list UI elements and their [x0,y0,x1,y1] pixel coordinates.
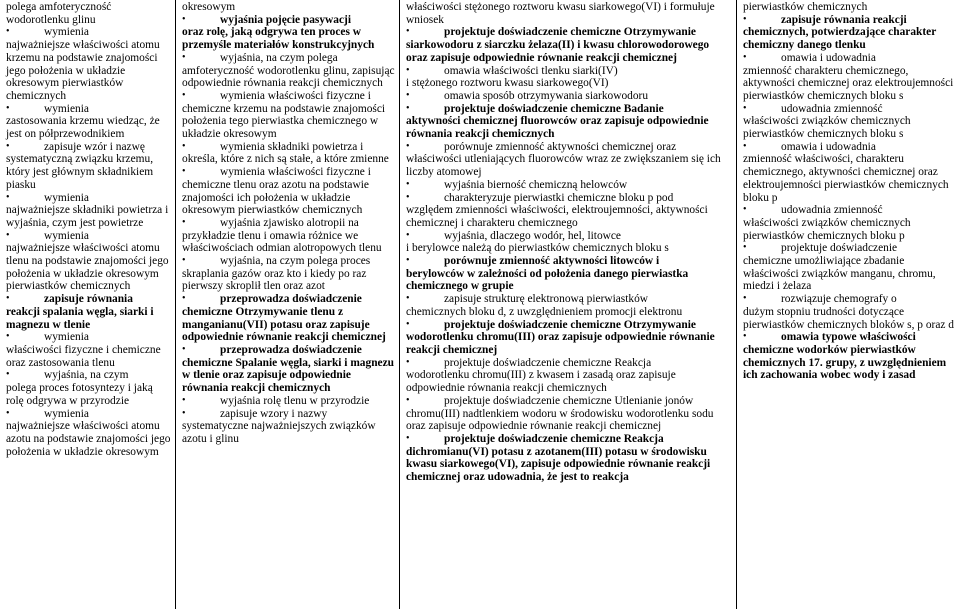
requirement-text-start: zapisuje strukturę elektronową pierwiastków [444,293,649,306]
bullet-icon: • [406,356,410,368]
column-4 [737,0,960,609]
requirement-item [182,408,396,446]
bullet-icon: • [182,293,186,305]
requirement-text-start: wymienia właściwości fizyczne i [220,89,371,102]
requirement-text-start: wyjaśnia rolę tlenu w przyrodzie [220,394,370,407]
requirement-text-start: projektuje doświadczenie chemiczne Otrzymywanie [444,318,696,331]
requirement-text-start: rozwiązuje chemografy o [781,293,897,306]
requirement-text-continued: chemiczne krzemu na podstawie znajomości położenia tego pierwiastka chemicznego w układzie okresowym [182,102,386,141]
requirement-text-start: wymienia [44,191,89,204]
requirement-text-start: wymienia [44,26,89,39]
requirement-item [182,14,396,52]
requirement-text-continued: aktywności chemicznej fluorowców oraz zapisuje odpowiednie równania reakcji chemicznych [406,115,709,141]
requirement-text-continued: systematyczną związku krzemu, który jest głównym składnikiem piasku [6,153,154,191]
requirement-item [6,192,172,230]
requirement-item [406,65,733,90]
requirement-item [6,230,172,294]
bullet-icon: • [406,229,410,241]
requirement-text-start: przeprowadza doświadczenie [220,343,362,356]
requirement-text-continued: chemiczne Otrzymywanie tlenu z manganianu(VII) potasu oraz zapisuje odpowiednie równanie reakcji chemicznej [182,305,386,344]
requirement-text-continued: dużym stopniu trudności dotyczące pierwiastków chemicznych bloków s, p oraz d [743,305,954,331]
bullet-icon: • [743,242,747,254]
requirement-text-continued: zastosowania krzemu wiedząc, że jest on półprzewodnikiem [6,115,160,141]
bullet-icon: • [182,255,186,267]
requirement-item [182,293,396,344]
requirement-text-start: wyjaśnia, na czym polega proces [220,255,371,268]
requirement-text-start: wymienia [44,407,89,420]
requirement-item [406,255,733,293]
requirement-text-continued: polega proces fotosyntezy i jaką rolę odgrywa w przyrodzie [6,382,153,407]
continuation-text: pierwiastków chemicznych [743,1,868,13]
requirement-text-continued: chromu(III) nadtlenkiem wodoru w środowisku wodorotlenku sodu oraz zapisuje odpowiednie równanie reakcji chemicznej [406,407,714,433]
requirement-item [743,293,957,331]
requirement-text-continued: zmienność charakteru chemicznego, aktywności chemicznej oraz elektroujemności pierwiastków chemicznych bloku s [743,64,954,102]
requirement-item [406,90,733,103]
requirement-text-continued: siarkowodoru z siarczku żelaza(II) i kwasu chlorowodorowego oraz zapisuje odpowiednie równanie reakcji chemicznej [406,39,710,64]
requirement-item [406,26,733,64]
bullet-icon: • [406,293,410,305]
requirement-text-start: charakteryzuje pierwiastki chemiczne bloku p pod [444,191,674,204]
bullet-icon: • [6,407,10,419]
requirement-item [6,103,172,141]
requirement-text-start: projektuje doświadczenie [781,242,898,255]
requirement-text-continued: reakcji spalania węgla, siarki i magnezu w tlenie [6,305,154,331]
requirement-item [6,26,172,102]
column-3 [400,0,737,609]
requirement-item [182,217,396,255]
requirement-text-continued: chemiczne Spalanie węgla, siarki i magnezu w tlenie oraz zapisuje odpowiednie równania reakcji chemicznych [182,356,394,395]
bullet-icon: • [182,13,186,25]
requirement-item [182,344,396,395]
requirement-text-continued: przykładzie tlenu i omawia różnice we właściwościach odmian alotropowych tlenu [182,229,382,255]
requirement-item [182,255,396,293]
requirement-item [406,357,733,395]
requirement-text-continued: chemiczne tlenu oraz azotu na podstawie znajomości ich położenia w układzie okresowym pierwiastków chemicznych [182,178,369,217]
requirement-text-start: zapisuje równania [44,293,133,306]
bullet-icon: • [6,102,10,114]
bullet-icon: • [6,140,10,152]
bullet-icon: • [182,394,186,406]
bullet-icon: • [743,293,747,305]
bullet-icon: • [406,191,410,203]
requirement-text-start: udowadnia zmienność [781,102,883,115]
requirement-text-continued: najważniejsze właściwości atomu tlenu na podstawie znajomości jego położenia w układzie okresowym pierwiastków chemicznych [6,242,169,293]
requirement-text-start: wyjaśnia pojęcie pasywacji [220,13,351,26]
requirement-text-start: omawia i udowadnia [781,51,876,64]
bullet-icon: • [6,26,10,38]
requirement-item [406,433,733,484]
requirement-item [182,395,396,408]
requirement-text-start: zapisuje równania reakcji [781,13,907,26]
requirement-text-start: projektuje doświadczenie chemiczne Reakcja [444,356,652,369]
requirement-item [182,90,396,141]
bullet-icon: • [743,331,747,343]
requirement-text-continued: amfoteryczność wodorotlenku glinu, zapisując odpowiednie równania reakcji chemicznych [182,64,395,90]
requirement-text-continued: określa, które z nich są stałe, a które zmienne [182,153,389,166]
requirement-text-start: udowadnia zmienność [781,204,883,217]
requirement-text-start: wyjaśnia, na czym [44,369,129,382]
requirement-text-continued: i stężonego roztworu kwasu siarkowego(VI) [406,77,609,90]
bullet-icon: • [182,51,186,63]
requirement-text-continued: berylowców w zależności od położenia danego pierwiastka chemicznego w grupie [406,267,689,293]
requirement-text-continued: dichromianu(VI) potasu z azotanem(III) potasu w środowisku kwasu siarkowego(VI), zapisuje odpowiednie równanie reakcji chemicznej oraz udowadnia, że jest to reakcja [406,445,711,484]
bullet-icon: • [6,331,10,343]
bullet-icon: • [182,140,186,152]
requirement-text-start: omawia sposób otrzymywania siarkowodoru [444,89,649,102]
bullet-icon: • [743,140,747,152]
bullet-icon: • [406,89,410,101]
requirement-item [406,103,733,141]
bullet-icon: • [743,204,747,216]
requirement-text-start: porównuje zmienność aktywności chemicznej oraz [444,140,677,153]
bullet-icon: • [182,89,186,101]
bullet-icon: • [743,102,747,114]
column-2 [176,0,400,609]
continuation-text: właściwości stężonego roztworu kwasu siarkowego(VI) i formułuje wniosek [406,1,715,26]
requirement-item [743,103,957,141]
requirement-text-start: omawia właściwości tlenku siarki(IV) [444,64,618,77]
requirement-text-start: porównuje zmienność aktywności litowców i [444,255,660,268]
requirement-item [6,369,172,407]
bullet-icon: • [6,293,10,305]
requirement-item [406,319,733,357]
requirement-item [182,166,396,217]
bullet-icon: • [6,369,10,381]
requirement-text-continued: wodorotlenku chromu(III) z kwasem i zasadą oraz zapisuje odpowiednie równania reakcji chemicznych [406,369,676,395]
requirement-item [743,14,957,52]
requirement-text-start: wyjaśnia bierność chemiczną helowców [444,178,628,191]
bullet-icon: • [6,229,10,241]
requirement-item [743,204,957,242]
bullet-icon: • [406,140,410,152]
bullet-icon: • [406,26,410,38]
bullet-icon: • [406,394,410,406]
requirement-item [743,242,957,293]
requirement-text-start: omawia i udowadnia [781,140,876,153]
requirement-text-continued: właściwości utleniających fluorowców wraz ze zwiększaniem się ich liczby atomowej [406,153,721,179]
requirement-text-start: wyjaśnia, dlaczego wodór, hel, litowce [444,229,621,242]
continuation-text: okresowym [182,1,236,13]
requirement-text-start: wymienia składniki powietrza i [220,140,364,153]
requirement-text-continued: właściwości fizyczne i chemiczne oraz zastosowania tlenu [6,343,161,369]
bullet-icon: • [406,255,410,267]
requirement-item [406,395,733,433]
requirement-item [6,293,172,331]
bullet-icon: • [743,13,747,25]
requirement-text-continued: skraplania gazów oraz kto i kiedy po raz pierwszy skroplił tlen oraz azot [182,267,367,293]
requirement-text-continued: najważniejsze właściwości atomu krzemu na podstawie znajomości jego położenia w układzie okresowym pierwiastków chemicznych [6,39,160,102]
bullet-icon: • [406,318,410,330]
requirement-text-continued: chemicznych, potwierdzające charakter chemiczny danego tlenku [743,26,937,52]
bullet-icon: • [182,407,186,419]
requirement-item [182,141,396,166]
column-1 [0,0,176,609]
requirement-item [743,331,957,382]
requirement-item [406,293,733,318]
requirement-text-start: projektuje doświadczenie chemiczne Badanie [444,102,664,115]
requirement-text-start: wyjaśnia, na czym polega [220,51,338,64]
requirement-item [743,52,957,103]
requirement-text-continued: wodorotlenku chromu(III) oraz zapisuje odpowiednie równanie reakcji chemicznej [406,331,715,356]
requirement-text-continued: względem zmienności właściwości, elektroujemności, aktywności chemicznej i charakteru chemicznego [406,204,708,229]
requirement-text-start: projektuje doświadczenie chemiczne Reakcja [444,432,664,445]
requirement-item [6,408,172,459]
requirement-text-continued: i berylowce należą do pierwiastków chemicznych bloku s [406,242,669,255]
requirement-item [406,192,733,230]
requirement-text-continued: najważniejsze właściwości atomu azotu na podstawie znajomości jego położenia w układzie okresowym [6,420,171,458]
requirement-item [6,141,172,192]
requirement-text-start: wymienia [44,102,89,115]
requirement-text-start: projektuje doświadczenie chemiczne Utlenianie jonów [444,394,694,407]
requirement-item [743,141,957,205]
bullet-icon: • [406,64,410,76]
requirement-item [406,141,733,179]
bullet-icon: • [743,51,747,63]
requirement-text-continued: zmienność właściwości, charakteru chemicznego, aktywności chemicznej oraz elektroujemności pierwiastków chemicznych bloku p [743,153,949,204]
requirement-item [6,331,172,369]
requirement-item [406,179,733,192]
requirement-text-continued: chemiczne wodorków pierwiastków chemicznych 17. grupy, z uwzględnieniem ich zachowania wobec wody i zasad [743,343,947,382]
bullet-icon: • [406,432,410,444]
requirement-text-start: projektuje doświadczenie chemiczne Otrzymywanie [444,26,696,39]
bullet-icon: • [406,178,410,190]
requirement-text-continued: właściwości związków chemicznych pierwiastków chemicznych bloku p [743,216,911,242]
bullet-icon: • [182,343,186,355]
bullet-icon: • [6,191,10,203]
requirement-text-continued: chemicznych bloku d, z uwzględnieniem promocji elektronu [406,305,683,318]
requirement-text-start: przeprowadza doświadczenie [220,293,362,306]
bullet-icon: • [182,216,186,228]
requirement-text-continued: systematyczne najważniejszych związków azotu i glinu [182,420,376,445]
requirement-text-start: wymienia [44,229,89,242]
requirement-text-start: zapisuje wzory i nazwy [220,407,328,420]
requirement-item [182,52,396,90]
requirement-text-start: wyjaśnia zjawisko alotropii na [220,216,359,229]
requirement-text-continued: właściwości związków chemicznych pierwiastków chemicznych bloku s [743,115,911,141]
requirement-text-continued: najważniejsze składniki powietrza i wyjaśnia, czym jest powietrze [6,204,169,229]
requirement-text-start: wymienia właściwości fizyczne i [220,166,371,179]
requirement-item [406,230,733,255]
requirement-text-start: wymienia [44,331,89,344]
bullet-icon: • [406,102,410,114]
continuation-text: polega amfoteryczność wodorotlenku glinu [6,1,112,26]
requirement-text-continued: oraz rolę, jaką odgrywa ten proces w przemyśle materiałów konstrukcyjnych [182,26,375,52]
requirement-text-continued: chemiczne umożliwiające zbadanie właściwości związków manganu, chromu, miedzi i żelaza [743,255,936,293]
bullet-icon: • [182,166,186,178]
requirement-text-start: omawia typowe właściwości [781,331,916,344]
requirement-text-start: zapisuje wzór i nazwę [44,140,145,153]
